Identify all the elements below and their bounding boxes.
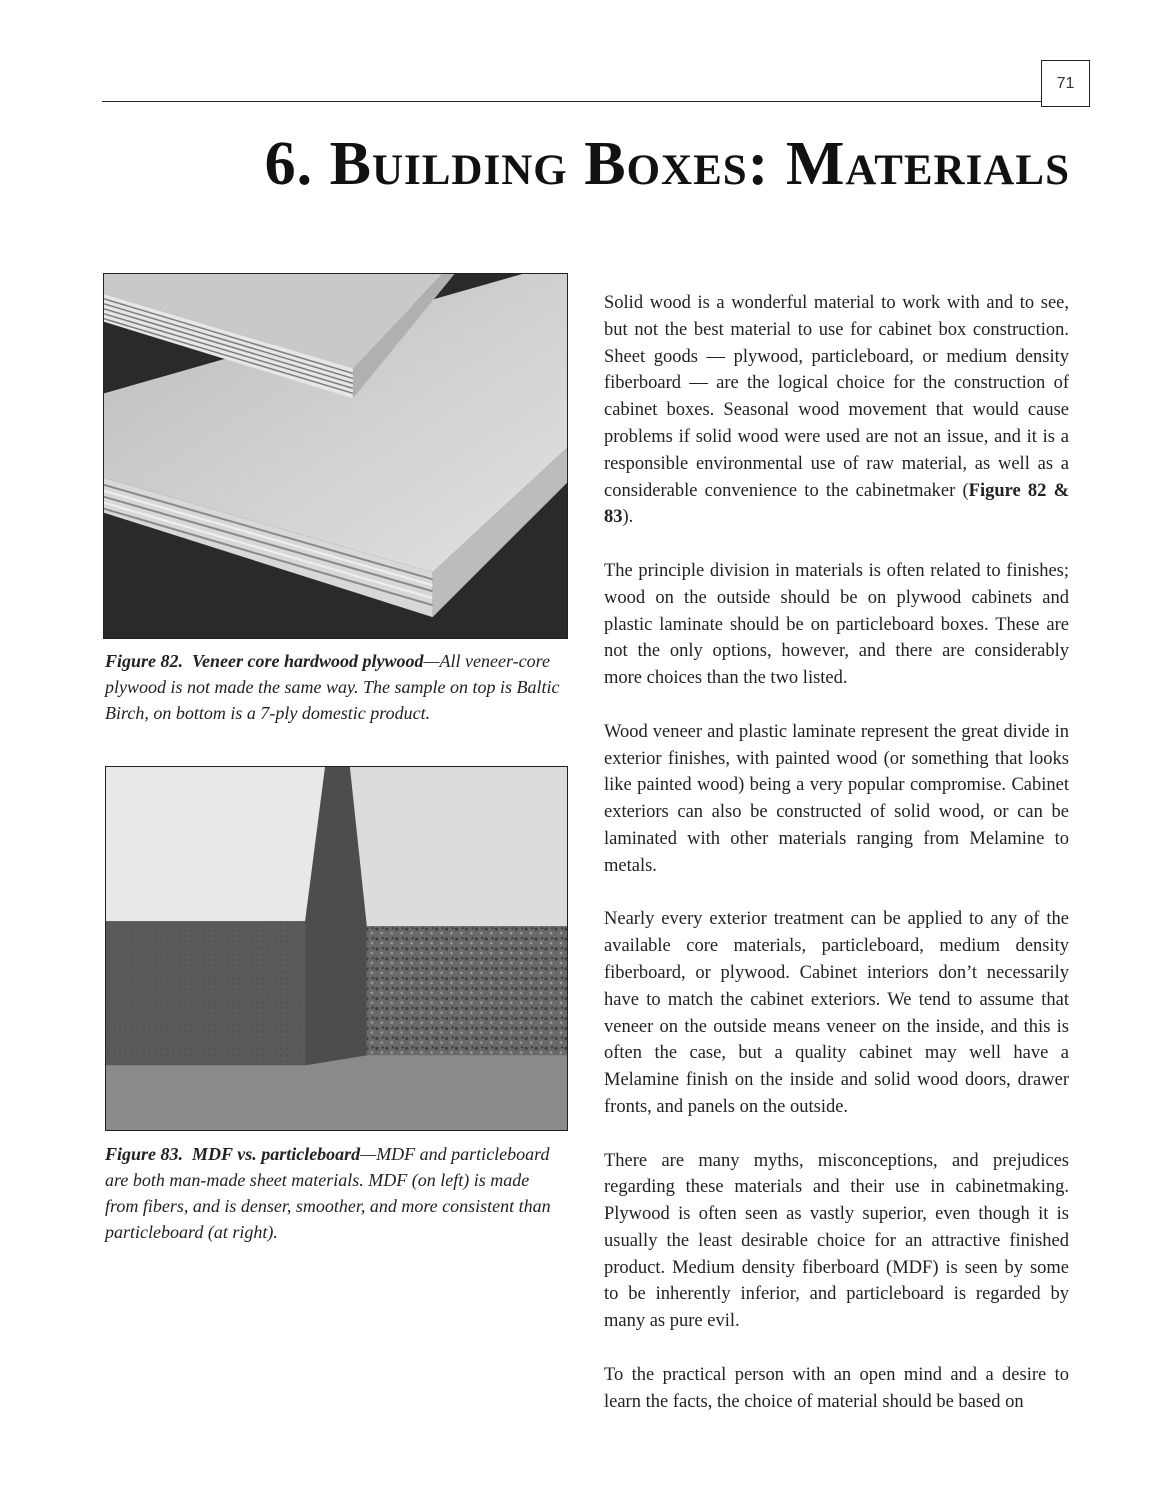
paragraph-3: Wood veneer and plastic laminate represent the great divide in exterior finishes, with painted wood (or something that looks like painted wood) being a very popular compromise. Cabinet exteriors can also be constructed of solid wood, or can be laminated with other materials ranging from Melamine to metals. (604, 721, 1069, 876)
figure-83-photo (105, 766, 568, 1131)
paragraph-2: The principle division in materials is often related to finishes; wood on the outside should be on plywood cabinets and plastic laminate should be on particleboard boxes. These are not the only options, however, and there are considerably more choices than the two listed. (604, 560, 1069, 689)
figure-reference: Figure 82 & 83 (604, 480, 1070, 528)
figure-82-title: Veneer core hardwood plywood (192, 651, 424, 671)
figure-82-label: Figure 82. (105, 651, 184, 671)
paragraph-1 (604, 290, 1069, 531)
paragraph-5: There are many myths, misconceptions, and prejudices regarding these materials and their use in cabinetmaking. Plywood is often seen as vastly superior, even though it is usually the least desirable choice for an attractive finished product. Medium density fiberboard (MDF) is seen by some to be inherently inferior, and particleboard is regarded by many as pure evil. (604, 1150, 1069, 1332)
figure-82-caption (105, 648, 565, 726)
figure-83-text: —MDF and particleboard are both man-made sheet materials. MDF (on left) is made from fibers, and is denser, smoother, and more consistent than particleboard (at right). (105, 1144, 551, 1242)
figure-82-text: —All veneer-core plywood is not made the same way. The sample on top is Baltic Birch, on bottom is a 7-ply domestic product. (105, 651, 560, 723)
paragraph-4: Nearly every exterior treatment can be applied to any of the available core materials, particleboard, medium density fiberboard, or plywood. Cabinet interiors don’t necessarily have to match the cabinet exteriors. We tend to assume that veneer on the outside means veneer on the inside, and this is often the case, but a quality cabinet may well have a Melamine finish on the inside and solid wood doors, drawer fronts, and panels on the outside. (604, 909, 1069, 1117)
page-number: 71 (1041, 60, 1090, 107)
figure-83-title: MDF vs. particleboard (192, 1144, 361, 1164)
figure-83-caption (105, 1141, 565, 1245)
body-text (604, 290, 1069, 1415)
header-rule (102, 101, 1042, 102)
paragraph-6: To the practical person with an open mind and a desire to learn the facts, the choice of material should be based on (604, 1364, 1069, 1412)
paragraph-1-text: Solid wood is a wonderful material to work with and to see, but not the best material to use for cabinet box construction. Sheet goods — plywood, particleboard, or medium density fiberboard — are the logical choice for the construction of cabinet boxes. Seasonal wood movement that would cause problems if solid wood were used are not an issue, and it is a responsible environmental use of raw material, as well as a considerable convenience to the cabinetmaker ( (604, 293, 1069, 501)
paragraph-1-end: ). (622, 507, 634, 528)
figure-83-label: Figure 83. (105, 1144, 184, 1164)
figure-82-photo (103, 273, 568, 639)
chapter-title: 6. Building Boxes: Materials (264, 130, 1070, 198)
